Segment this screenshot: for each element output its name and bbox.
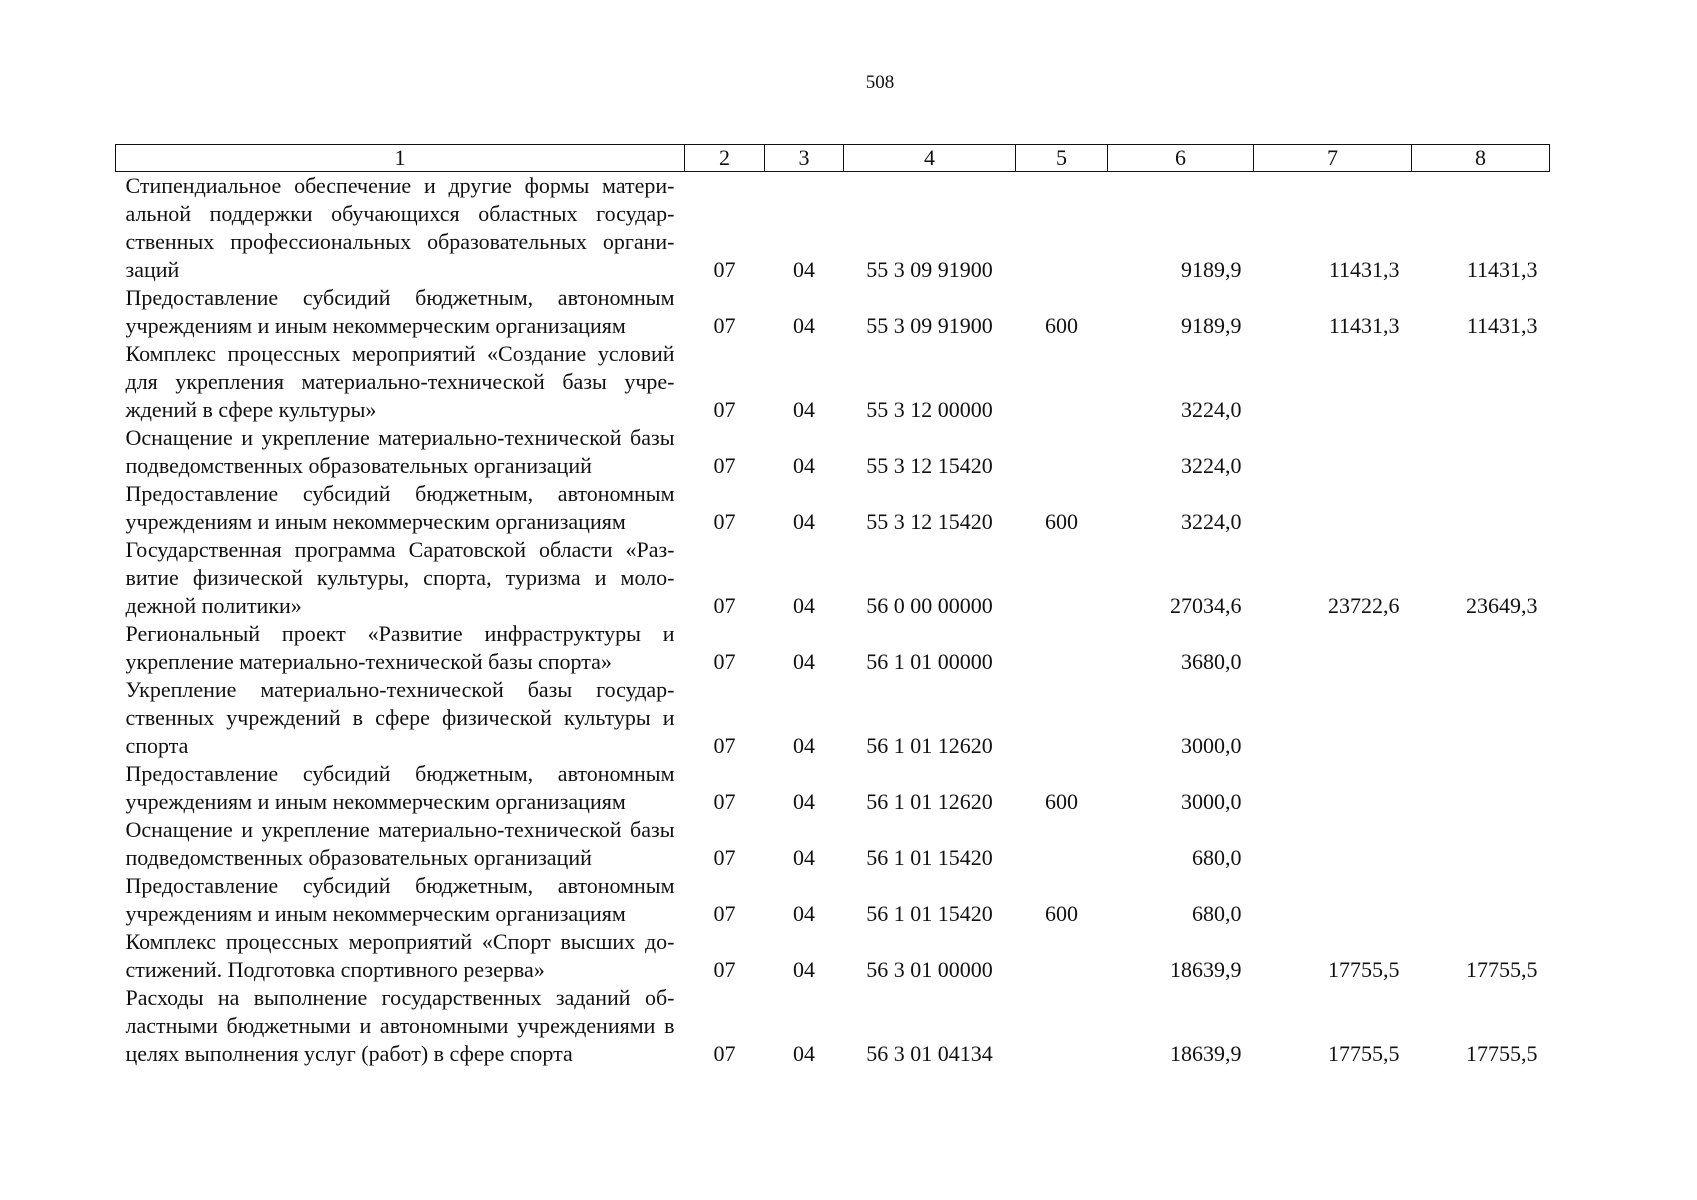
- section-cell: 07: [713, 509, 736, 534]
- table-row: [116, 424, 1550, 480]
- section-cell: 07: [713, 957, 736, 982]
- amount-cell-6: 18639,9: [1170, 1041, 1242, 1066]
- expense-type-cell: 600: [1045, 509, 1078, 534]
- amount-cell-8: 17755,5: [1466, 957, 1538, 982]
- row-name-cell: Предоставление субсидий бюджетным, автономным учреждениям и иным некоммерческим организациям: [125, 873, 675, 926]
- section-cell: 07: [713, 901, 736, 926]
- section-cell: 07: [713, 733, 736, 758]
- target-article-cell: 55 3 12 00000: [866, 397, 993, 422]
- target-article-cell: 56 3 01 04134: [866, 1041, 993, 1066]
- amount-cell-6: 680,0: [1192, 845, 1242, 870]
- column-header-5: 5: [1016, 145, 1108, 172]
- subsection-cell: 04: [793, 257, 815, 282]
- amount-cell-8: [1412, 424, 1550, 480]
- column-number-row: [116, 145, 1550, 172]
- target-article-cell: 55 3 09 91900: [866, 257, 993, 282]
- target-article-cell: 56 1 01 12620: [866, 733, 993, 758]
- table-row: [116, 172, 1550, 285]
- amount-cell-6: 3000,0: [1181, 733, 1242, 758]
- amount-cell-8: [1412, 676, 1550, 760]
- table-row: [116, 872, 1550, 928]
- section-cell: 07: [713, 1041, 736, 1066]
- target-article-cell: 55 3 09 91900: [866, 313, 993, 338]
- amount-cell-8: 11431,3: [1466, 257, 1538, 282]
- amount-cell-6: 3224,0: [1181, 453, 1242, 478]
- amount-cell-8: [1412, 620, 1550, 676]
- expense-type-cell: [1016, 620, 1108, 676]
- subsection-cell: 04: [793, 789, 815, 814]
- amount-cell-7: [1254, 872, 1412, 928]
- subsection-cell: 04: [793, 593, 815, 618]
- amount-cell-7: [1254, 676, 1412, 760]
- row-name-cell: Предоставление субсидий бюджетным, автономным учреждениям и иным некоммерческим организациям: [125, 285, 675, 338]
- amount-cell-6: 27034,6: [1170, 593, 1242, 618]
- subsection-cell: 04: [793, 957, 815, 982]
- table-row: [116, 760, 1550, 816]
- target-article-cell: 56 3 01 00000: [866, 957, 993, 982]
- amount-cell-6: 9189,9: [1181, 257, 1242, 282]
- table-row: [116, 984, 1550, 1068]
- table-row: [116, 928, 1550, 984]
- subsection-cell: 04: [793, 649, 815, 674]
- budget-table: [115, 144, 1550, 1068]
- target-article-cell: 56 0 00 00000: [866, 593, 993, 618]
- table-row: [116, 340, 1550, 424]
- expense-type-cell: [1016, 676, 1108, 760]
- table-row: [116, 480, 1550, 536]
- amount-cell-6: 18639,9: [1170, 957, 1242, 982]
- table-row: [116, 284, 1550, 340]
- expense-type-cell: [1016, 340, 1108, 424]
- amount-cell-7: [1254, 340, 1412, 424]
- amount-cell-6: 3000,0: [1181, 789, 1242, 814]
- expense-type-cell: [1016, 172, 1108, 285]
- section-cell: 07: [713, 453, 736, 478]
- amount-cell-7: 23722,6: [1328, 593, 1400, 618]
- amount-cell-7: 17755,5: [1328, 957, 1400, 982]
- expense-type-cell: [1016, 816, 1108, 872]
- subsection-cell: 04: [793, 845, 815, 870]
- expense-type-cell: 600: [1045, 789, 1078, 814]
- column-header-1: 1: [116, 145, 685, 172]
- row-name-cell: Стипендиальное обеспечение и другие формы материальной поддержки обучающихся областных государственных профессиональных образовательных организаций: [125, 173, 675, 282]
- amount-cell-8: [1412, 340, 1550, 424]
- expense-type-cell: [1016, 536, 1108, 620]
- column-header-2: 2: [685, 145, 765, 172]
- row-name-cell: Региональный проект «Развитие инфраструктуры и укрепление материально-технической базы спорта»: [125, 621, 675, 674]
- row-name-cell: Предоставление субсидий бюджетным, автономным учреждениям и иным некоммерческим организациям: [125, 761, 675, 814]
- target-article-cell: 56 1 01 15420: [866, 845, 993, 870]
- amount-cell-8: [1412, 480, 1550, 536]
- expense-type-cell: [1016, 984, 1108, 1068]
- column-header-7: 7: [1254, 145, 1412, 172]
- column-header-6: 6: [1108, 145, 1254, 172]
- subsection-cell: 04: [793, 509, 815, 534]
- amount-cell-7: 17755,5: [1328, 1041, 1400, 1066]
- page-number: 508: [865, 72, 895, 93]
- column-header-8: 8: [1412, 145, 1550, 172]
- target-article-cell: 55 3 12 15420: [866, 509, 993, 534]
- section-cell: 07: [713, 789, 736, 814]
- section-cell: 07: [713, 845, 736, 870]
- target-article-cell: 56 1 01 12620: [866, 789, 993, 814]
- table-row: [116, 620, 1550, 676]
- table-row: [116, 676, 1550, 760]
- amount-cell-8: 23649,3: [1466, 593, 1538, 618]
- amount-cell-7: [1254, 620, 1412, 676]
- amount-cell-8: [1412, 872, 1550, 928]
- row-name-cell: Оснащение и укрепление материально-технической базы подведомственных образовательных организаций: [125, 817, 675, 870]
- amount-cell-7: [1254, 480, 1412, 536]
- row-name-cell: Оснащение и укрепление материально-технической базы подведомственных образовательных организаций: [125, 425, 675, 478]
- column-header-3: 3: [765, 145, 844, 172]
- expense-type-cell: [1016, 424, 1108, 480]
- section-cell: 07: [713, 593, 736, 618]
- subsection-cell: 04: [793, 453, 815, 478]
- subsection-cell: 04: [793, 1041, 815, 1066]
- amount-cell-6: 680,0: [1192, 901, 1242, 926]
- row-name-cell: Государственная программа Саратовской области «Развитие физической культуры, спорта, туризма и молодежной политики»: [125, 537, 675, 618]
- section-cell: 07: [713, 649, 736, 674]
- amount-cell-8: [1412, 760, 1550, 816]
- table-body: [116, 172, 1550, 1069]
- row-name-cell: Комплекс процессных мероприятий «Спорт высших достижений. Подготовка спортивного резерва»: [125, 929, 675, 982]
- row-name-cell: Расходы на выполнение государственных заданий областными бюджетными и автономными учреждениями в целях выполнения услуг (работ) в сфере спорта: [125, 985, 675, 1066]
- row-name-cell: Предоставление субсидий бюджетным, автономным учреждениям и иным некоммерческим организациям: [125, 481, 675, 534]
- amount-cell-7: 11431,3: [1328, 313, 1400, 338]
- amount-cell-7: 11431,3: [1328, 257, 1400, 282]
- table-row: [116, 816, 1550, 872]
- expense-type-cell: [1016, 928, 1108, 984]
- amount-cell-8: [1412, 816, 1550, 872]
- amount-cell-6: 3680,0: [1181, 649, 1242, 674]
- amount-cell-6: 3224,0: [1181, 397, 1242, 422]
- amount-cell-6: 3224,0: [1181, 509, 1242, 534]
- row-name-cell: Укрепление материально-технической базы государственных учреждений в сфере физической культуры и спорта: [125, 677, 675, 758]
- subsection-cell: 04: [793, 313, 815, 338]
- target-article-cell: 56 1 01 15420: [866, 901, 993, 926]
- table-row: [116, 536, 1550, 620]
- section-cell: 07: [713, 313, 736, 338]
- amount-cell-7: [1254, 816, 1412, 872]
- row-name-cell: Комплекс процессных мероприятий «Создание условий для укрепления материально-технической базы учреждений в сфере культуры»: [125, 341, 675, 422]
- subsection-cell: 04: [793, 733, 815, 758]
- amount-cell-7: [1254, 760, 1412, 816]
- subsection-cell: 04: [793, 901, 815, 926]
- amount-cell-6: 9189,9: [1181, 313, 1242, 338]
- section-cell: 07: [713, 257, 736, 282]
- subsection-cell: 04: [793, 397, 815, 422]
- section-cell: 07: [713, 397, 736, 422]
- target-article-cell: 56 1 01 00000: [866, 649, 993, 674]
- expense-type-cell: 600: [1045, 901, 1078, 926]
- amount-cell-8: 17755,5: [1466, 1041, 1538, 1066]
- amount-cell-7: [1254, 424, 1412, 480]
- expense-type-cell: 600: [1045, 313, 1078, 338]
- amount-cell-8: 11431,3: [1466, 313, 1538, 338]
- column-header-4: 4: [844, 145, 1016, 172]
- target-article-cell: 55 3 12 15420: [866, 453, 993, 478]
